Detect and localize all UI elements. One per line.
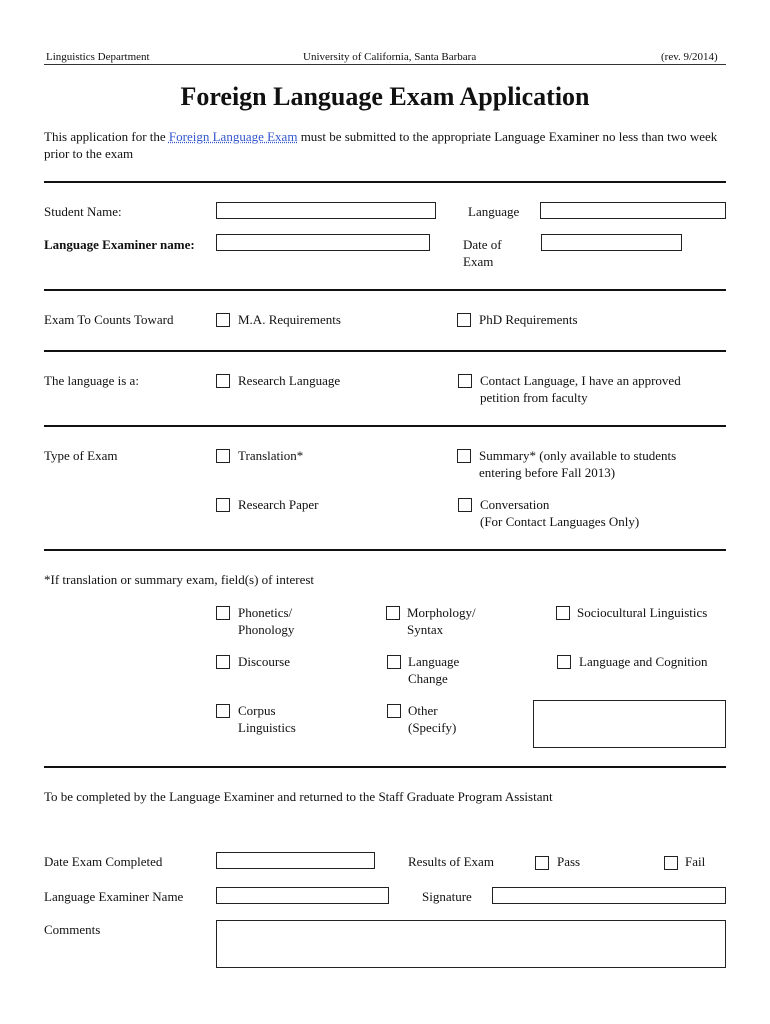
examiner-name-field-2[interactable] <box>216 887 389 904</box>
language-change-checkbox[interactable] <box>387 655 401 669</box>
comments-field[interactable] <box>216 920 726 968</box>
discourse-checkbox[interactable] <box>216 655 230 669</box>
section-divider <box>44 766 726 768</box>
conversation-label: Conversation <box>480 497 550 512</box>
examiner-name-field[interactable] <box>216 234 430 251</box>
phonetics-label: Phonetics/ Phonology <box>238 605 295 637</box>
phonetics-checkbox[interactable] <box>216 606 230 620</box>
research-paper-checkbox[interactable] <box>216 498 230 512</box>
counts-toward-label: Exam To Counts Toward <box>44 312 174 327</box>
language-field[interactable] <box>540 202 726 219</box>
intro-text-pre: This application for the <box>44 129 169 144</box>
research-language-checkbox[interactable] <box>216 374 230 388</box>
fail-checkbox[interactable] <box>664 856 678 870</box>
phd-requirements-checkbox[interactable] <box>457 313 471 327</box>
language-label: Language <box>468 204 520 219</box>
ma-requirements-checkbox[interactable] <box>216 313 230 327</box>
examiner-name-label-2: Language Examiner Name <box>44 889 184 904</box>
contact-language-label: Contact Language, I have an approved petition from faculty <box>480 373 681 405</box>
translation-label: Translation* <box>238 448 304 463</box>
date-of-exam-label: Date of Exam <box>463 237 502 269</box>
fields-of-interest-label: *If translation or summary exam, field(s) of interest <box>44 572 315 587</box>
conversation-note: (For Contact Languages Only) <box>480 514 640 529</box>
research-paper-label: Research Paper <box>238 497 319 512</box>
corpus-checkbox[interactable] <box>216 704 230 718</box>
intro-text-post: must be submitted to the appropriate Language Examiner no less than two week prior to the exam <box>44 129 718 161</box>
sociocultural-checkbox[interactable] <box>556 606 570 620</box>
student-name-field[interactable] <box>216 202 436 219</box>
examiner-instruction: To be completed by the Language Examiner and returned to the Staff Graduate Program Assistant <box>44 789 553 804</box>
morphology-checkbox[interactable] <box>386 606 400 620</box>
student-name-label: Student Name: <box>44 204 122 219</box>
language-change-label: Language Change <box>408 654 460 686</box>
intro-paragraph <box>44 128 724 162</box>
signature-field[interactable] <box>492 887 726 904</box>
pass-checkbox[interactable] <box>535 856 549 870</box>
section-divider <box>44 425 726 427</box>
date-completed-field[interactable] <box>216 852 375 869</box>
date-completed-label: Date Exam Completed <box>44 854 163 869</box>
sociocultural-label: Sociocultural Linguistics <box>577 605 708 620</box>
page-title: Foreign Language Exam Application <box>180 82 590 111</box>
ma-requirements-label: M.A. Requirements <box>238 312 341 327</box>
translation-checkbox[interactable] <box>216 449 230 463</box>
other-checkbox[interactable] <box>387 704 401 718</box>
section-divider <box>44 549 726 551</box>
summary-checkbox[interactable] <box>457 449 471 463</box>
header-rule <box>44 64 726 65</box>
conversation-checkbox[interactable] <box>458 498 472 512</box>
results-label: Results of Exam <box>408 854 494 869</box>
exam-type-label: Type of Exam <box>44 448 118 463</box>
examiner-name-label: Language Examiner name: <box>44 237 195 252</box>
date-of-exam-field[interactable] <box>541 234 682 251</box>
signature-label: Signature <box>422 889 472 904</box>
phd-requirements-label: PhD Requirements <box>479 312 578 327</box>
summary-label: Summary* (only available to students entering before Fall 2013) <box>479 448 677 480</box>
header-revision: (rev. 9/2014) <box>661 51 718 63</box>
other-specify-field[interactable] <box>533 700 726 748</box>
section-divider <box>44 289 726 291</box>
morphology-label: Morphology/ Syntax <box>407 605 476 637</box>
fail-label: Fail <box>685 854 706 869</box>
corpus-label: Corpus Linguistics <box>238 703 296 735</box>
section-divider <box>44 350 726 352</box>
section-divider <box>44 181 726 183</box>
language-cognition-label: Language and Cognition <box>579 654 708 669</box>
comments-label: Comments <box>44 922 101 937</box>
contact-language-checkbox[interactable] <box>458 374 472 388</box>
research-language-label: Research Language <box>238 373 341 388</box>
other-label: Other (Specify) <box>408 703 457 735</box>
language-type-label: The language is a: <box>44 373 139 388</box>
pass-label: Pass <box>557 854 581 869</box>
header-department: Linguistics Department <box>46 51 150 63</box>
language-cognition-checkbox[interactable] <box>557 655 571 669</box>
header-university: University of California, Santa Barbara <box>303 51 477 63</box>
exam-link[interactable]: Foreign Language Exam <box>168 129 298 144</box>
discourse-label: Discourse <box>238 654 290 669</box>
